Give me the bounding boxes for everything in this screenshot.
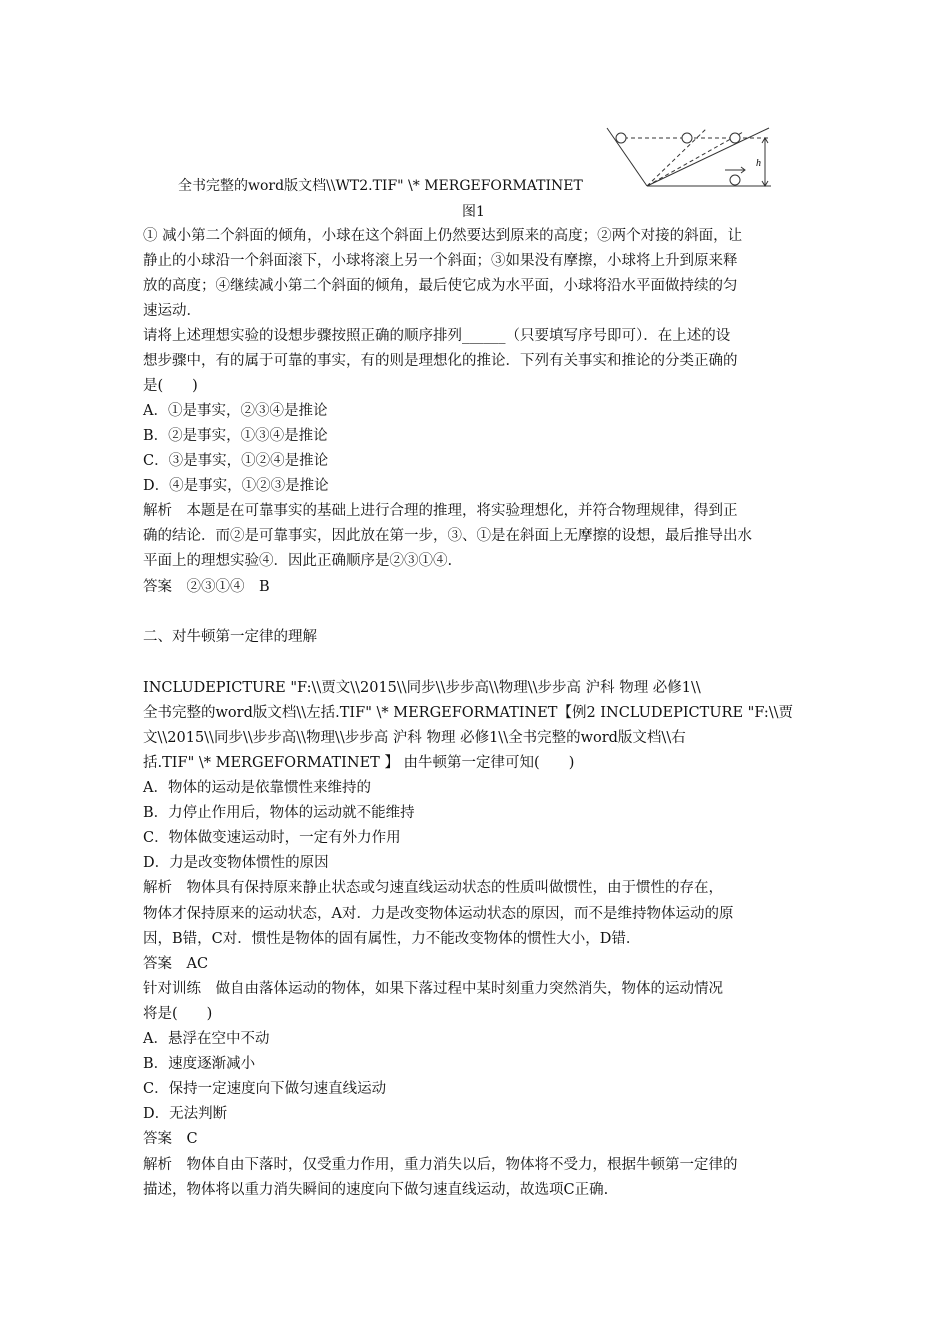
answer-line: 答案 ②③①④ B: [143, 579, 270, 595]
ball: [730, 175, 740, 185]
option-c: C．③是事实，①②④是推论: [143, 453, 329, 469]
option-a: A．①是事实，②③④是推论: [143, 403, 328, 419]
option-d: D．④是事实，①②③是推论: [143, 478, 329, 494]
analysis-line: 因，B错，C对．惯性是物体的固有属性，力不能改变物体的惯性大小，D错．: [143, 931, 641, 947]
answer-line: 答案 AC: [143, 956, 209, 972]
question-line: 请将上述理想实验的设想步骤按照正确的顺序排列______（只要填写序号即可）．在上述的设: [143, 328, 731, 344]
example-line: 括.TIF" \* MERGEFORMATINET 】 由牛顿第一定律可知( ): [143, 755, 575, 771]
option-c: C．保持一定速度向下做匀速直线运动: [143, 1081, 387, 1097]
option-d: D．力是改变物体惯性的原因: [143, 855, 329, 871]
steps-line: 速运动．: [143, 303, 201, 319]
right-incline-shallow: [647, 128, 769, 186]
option-c: C．物体做变速运动时，一定有外力作用: [143, 830, 401, 846]
example-line: 全书完整的word版文档\\左括.TIF" \* MERGEFORMATINET【例2 INCLUDEPICTURE "F:\\贾: [143, 705, 794, 721]
inclined-plane-figure: [603, 124, 778, 190]
steps-line: 放的高度；④继续减小第二个斜面的倾角，最后使它成为水平面，小球将沿水平面做持续的匀: [143, 278, 738, 294]
section-heading: 二、对牛顿第一定律的理解: [143, 629, 317, 645]
option-a: A．悬浮在空中不动: [143, 1031, 270, 1047]
option-a: A．物体的运动是依靠惯性来维持的: [143, 780, 371, 796]
figure-placeholder-text: 全书完整的word版文档\\WT2.TIF" \* MERGEFORMATINET: [178, 178, 583, 194]
analysis-line: 确的结论．而②是可靠事实，因此放在第一步，③、①是在斜面上无摩擦的设想，最后推导出水: [143, 528, 752, 544]
question-line: 想步骤中，有的属于可靠的事实，有的则是理想化的推论．下列有关事实和推论的分类正确的: [143, 353, 738, 369]
analysis-line: 解析 物体自由下落时，仅受重力作用，重力消失以后，物体将不受力，根据牛顿第一定律的: [143, 1157, 738, 1173]
analysis-line: 平面上的理想实验④．因此正确顺序是②③①④.: [143, 553, 453, 569]
example-line: INCLUDEPICTURE "F:\\贾文\\2015\\同步\\步步高\\物理\\步步高 沪科 物理 必修1\\: [143, 680, 701, 696]
analysis-line: 解析 物体具有保持原来静止状态或匀速直线运动状态的性质叫做惯性，由于惯性的存在，: [143, 880, 723, 896]
figure-caption: 图1: [462, 204, 485, 220]
analysis-line: 描述，物体将以重力消失瞬间的速度向下做匀速直线运动，故选项C正确.: [143, 1182, 609, 1198]
analysis-line: 物体才保持原来的运动状态，A对．力是改变物体运动状态的原因，而不是维持物体运动的原: [143, 906, 734, 922]
steps-line: 静止的小球沿一个斜面滚下，小球将滚上另一个斜面；③如果没有摩擦，小球将上升到原来释: [143, 253, 738, 269]
left-incline: [607, 128, 647, 186]
ball: [616, 133, 626, 143]
option-b: B．速度逐渐减小: [143, 1056, 256, 1072]
ball: [682, 133, 692, 143]
ball: [730, 133, 740, 143]
steps-line: ① 减小第二个斜面的倾角，小球在这个斜面上仍然要达到原来的高度；②两个对接的斜面，让: [143, 228, 743, 244]
option-d: D．无法判断: [143, 1106, 228, 1122]
option-b: B．力停止作用后，物体的运动就不能维持: [143, 805, 415, 821]
training-line: 将是( ): [143, 1006, 213, 1022]
answer-line: 答案 C: [143, 1131, 198, 1147]
training-line: 针对训练 做自由落体运动的物体，如果下落过程中某时刻重力突然消失，物体的运动情况: [143, 981, 723, 997]
analysis-line: 解析 本题是在可靠事实的基础上进行合理的推理，将实验理想化，并符合物理规律，得到正: [143, 503, 738, 519]
option-b: B．②是事实，①③④是推论: [143, 428, 328, 444]
height-label: h: [756, 158, 761, 169]
question-line: 是( ): [143, 378, 198, 394]
example-line: 文\\2015\\同步\\步步高\\物理\\步步高 沪科 物理 必修1\\全书完整的word版文档\\右: [143, 730, 686, 746]
